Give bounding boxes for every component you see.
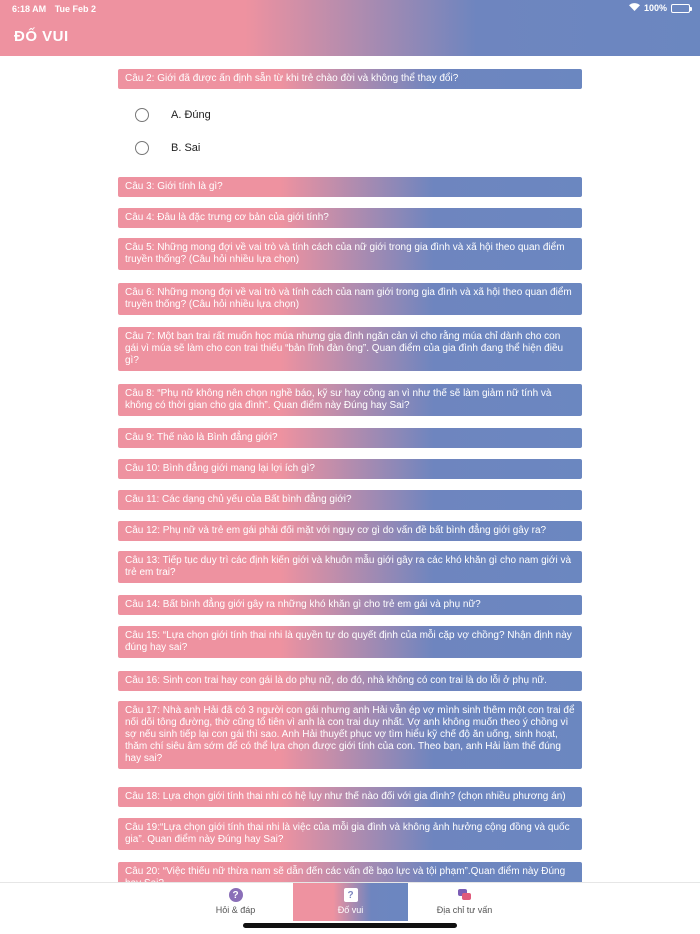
question-header[interactable]: Câu 14: Bất bình đẳng giới gây ra những khó khăn gì cho trẻ em gái và phụ nữ?	[118, 595, 582, 615]
question-header[interactable]: Câu 17: Nhà anh Hải đã có 3 người con gái nhưng anh Hải vẫn ép vợ mình sinh thêm một con trai để nối dõi tông đường, thờ cũng tổ tiên vì anh là con trai duy nhất. Vợ anh không muốn theo ý chồng vì sợ nếu sinh tiếp lại con gái thì sao. Anh Hải thuyết phục vợ tìm hiểu kỹ chế độ ăn uống, sinh hoạt, thăm chí siêu âm sớm để có thể lựa chọn được giới tính của con. Theo bạn, anh Hải làm thế đúng hay sai?	[118, 701, 582, 769]
question-header[interactable]: Câu 9: Thế nào là Bình đẳng giới?	[118, 428, 582, 448]
tab-hoi-dap[interactable]	[178, 883, 293, 921]
question-header[interactable]: Câu 5: Những mong đợi về vai trò và tính cách của nữ giới trong gia đình và xã hội theo quan điểm truyền thống? (Câu hỏi nhiều lựa chọn)	[118, 238, 582, 270]
option-label: B. Sai	[171, 142, 201, 154]
radio-icon[interactable]	[135, 141, 149, 155]
question-header[interactable]: Câu 18: Lựa chọn giới tính thai nhi có hệ lụy như thế nào đối với gia đình? (chọn nhiều phương án)	[118, 787, 582, 807]
tab-dia-chi-tu-van[interactable]	[407, 883, 522, 921]
question-header[interactable]: Câu 4: Đâu là đặc trưng cơ bản của giới tính?	[118, 208, 582, 228]
chat-icon	[458, 888, 472, 902]
status-bar	[0, 0, 700, 18]
battery-icon	[671, 4, 690, 13]
question-header[interactable]: Câu 6: Những mong đợi về vai trò và tính cách của nam giới trong gia đình và xã hội theo quan điểm truyền thống? (Câu hỏi nhiều lựa chọn)	[118, 283, 582, 315]
question-header[interactable]: Câu 10: Bình đẳng giới mang lại lợi ích gì?	[118, 459, 582, 479]
tab-label: Đố vui	[337, 905, 364, 915]
home-indicator[interactable]	[243, 923, 457, 928]
question-header[interactable]: Câu 20: “Việc thiếu nữ thừa nam sẽ dẫn đến các vấn đề bạo lực và tội phạm”.Quan điểm này Đúng	[118, 862, 582, 894]
question-header[interactable]: Câu 19:“Lựa chọn giới tính thai nhi là việc của mỗi gia đình và không ảnh hưởng cộng đồng và quốc gia”. Quan điểm này Đúng hay Sai?	[118, 818, 582, 850]
page-title: ĐỐ VUI	[14, 28, 69, 45]
app-header	[0, 0, 700, 56]
status-date: Tue Feb 2	[54, 4, 97, 14]
question-header-expanded[interactable]: Câu 2: Giới đã được ấn định sẵn từ khi trẻ chào đời và không thể thay đổi?	[118, 69, 582, 89]
tab-label: Hỏi & đáp	[215, 905, 256, 915]
question-header[interactable]: Câu 12: Phụ nữ và trẻ em gái phải đối mặt với nguy cơ gì do vấn đề bất bình đẳng giới gây ra?	[118, 521, 582, 541]
question-header[interactable]: Câu 3: Giới tính là gì?	[118, 177, 582, 197]
quiz-icon: ?	[344, 888, 358, 902]
battery-percent: 100%	[643, 3, 667, 13]
question-header[interactable]: Câu 8: “Phụ nữ không nên chọn nghề báo, kỹ sư hay công an vì như thế sẽ làm giảm nữ tính và không có thời gian cho gia đình”. Quan điểm này Đúng hay Sai?	[118, 384, 582, 416]
question-header[interactable]: Câu 13: Tiếp tục duy trì các định kiến giới và khuôn mẫu giới gây ra các khó khăn gì cho nam giới và trẻ em trai?	[118, 551, 582, 583]
wifi-icon	[629, 3, 640, 13]
question-header[interactable]: Câu 16: Sinh con trai hay con gái là do phụ nữ, do đó, nhà không có con trai là do lỗi ở phụ nữ.	[118, 671, 582, 691]
question-header[interactable]: Câu 11: Các dạng chủ yếu của Bất bình đẳng giới?	[118, 490, 582, 510]
answer-option-b[interactable]	[135, 141, 200, 155]
question-icon: ?	[229, 888, 243, 902]
tab-label: Địa chỉ tư vấn	[436, 905, 493, 915]
question-header[interactable]: Câu 15: “Lựa chọn giới tính thai nhi là quyền tự do quyết định của mỗi cặp vợ chồng? Nhận định này đúng hay sai?	[118, 626, 582, 658]
radio-icon[interactable]	[135, 108, 149, 122]
question-header[interactable]: Câu 7: Một bạn trai rất muốn học múa nhưng gia đình ngăn cản vì cho rằng múa chỉ dành cho con gái vì múa sẽ làm cho con trai thiếu “bản lĩnh đàn ông”. Quan điểm của gia đình đang thể hiện điều gì?	[118, 327, 582, 371]
option-label: A. Đúng	[171, 109, 211, 121]
quiz-list[interactable]	[0, 56, 700, 882]
status-time: 6:18 AM	[12, 4, 47, 14]
answer-option-a[interactable]	[135, 108, 211, 122]
tab-do-vui[interactable]	[293, 883, 408, 921]
